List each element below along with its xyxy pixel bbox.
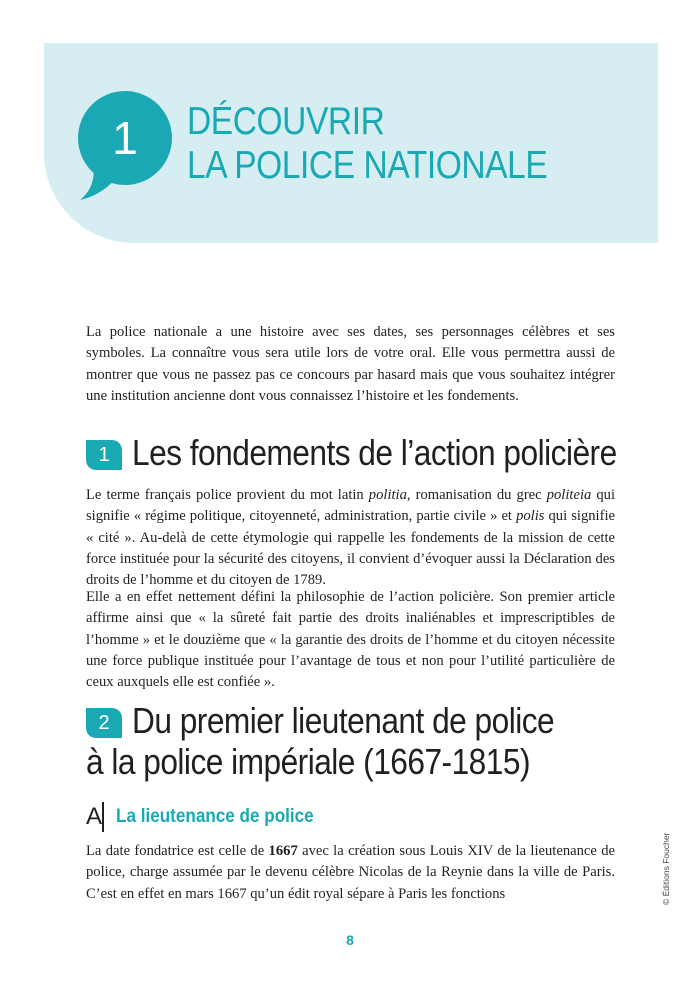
chapter-title — [187, 100, 547, 188]
section1-badge: 1 — [86, 440, 122, 470]
chapter-number: 1 — [112, 112, 138, 164]
subsection-title: La lieutenance de police — [116, 806, 314, 827]
section1-paragraph1: Le terme français police provient du mot latin politia, romanisation du grec politeia qui signifie « régime politique, citoyenneté, administration, partie civile » et polis qui signifie « cité ». Au-delà de cette étymologie qui rappelle les fondements de la mission de cette force instituée pour la sécurité des citoyens, il convient d’évoquer aussi la Déclaration des droits de l’homme et du citoyen de 1789. — [86, 487, 616, 589]
section2-paragraph1: La date fondatrice est celle de 1667 avec la création sous Louis XIV de la lieutenance de police, charge assumée par le devenu célèbre Nicolas de la Reynie dans la ville de Paris. C’est en effet en mars 1667 qu’un édit royal sépare à Paris les fonctions — [86, 843, 615, 902]
section1-paragraph2: Elle a en effet nettement défini la philosophie de l’action policière. Son premier article affirme ainsi que « la sûreté fait partie des droits inaliénables et imprescriptibles de l’homme » et le douzième que « la garantie des droits de l’homme et du citoyen nécessite une force publique instituée pour l’avantage de tous et non pour l’utilité particulière de ceux auxquels elle est confiée ». — [86, 589, 615, 691]
copyright-notice: © Éditions Foucher — [661, 832, 671, 905]
page-number: 8 — [346, 932, 354, 948]
section2-badge: 2 — [86, 708, 122, 738]
section2-title-line2: à la police impériale (1667-1815) — [86, 741, 530, 782]
subsection-letter: A — [86, 803, 103, 830]
chapter-title-line1: DÉCOUVRIR — [187, 100, 385, 143]
chapter-title-line2: LA POLICE NATIONALE — [187, 144, 548, 187]
section2-title-line1: Du premier lieutenant de police — [132, 700, 555, 741]
section1-title: Les fondements de l’action policière — [132, 432, 617, 473]
subsection-divider — [102, 802, 104, 832]
intro-paragraph: La police nationale a une histoire avec ses dates, ses personnages célèbres et ses symboles. La connaître vous sera utile lors de votre oral. Elle vous permettra aussi de montrer que vous ne passez pas ce concours par hasard mais que vous souhaitez intégrer une institution ancienne dont vous connaissez l’histoire et les fondements. — [86, 324, 615, 404]
